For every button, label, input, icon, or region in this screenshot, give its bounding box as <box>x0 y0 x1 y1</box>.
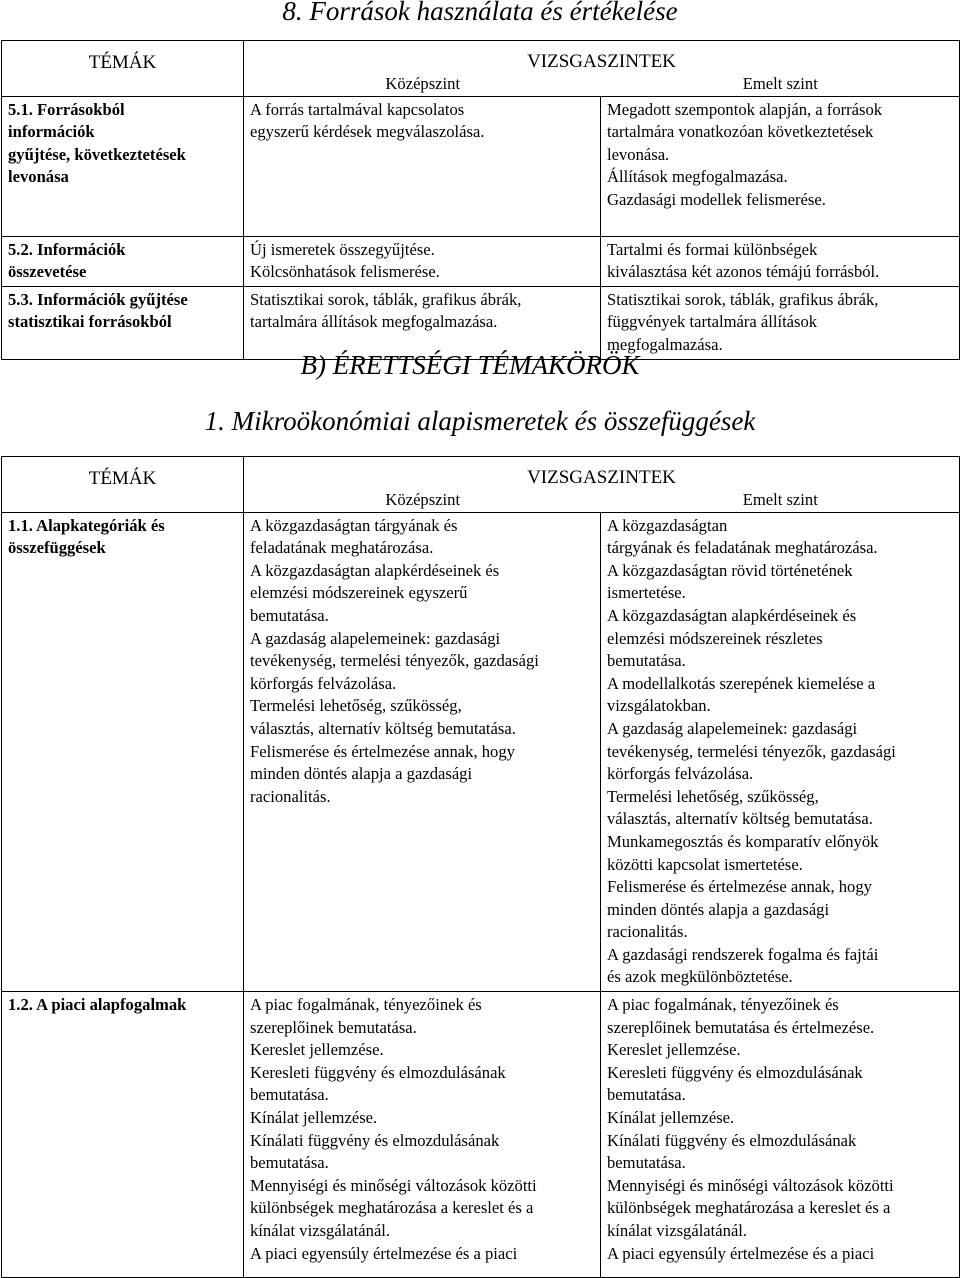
high-level-cell-line: vizsgálatokban. <box>607 696 711 716</box>
mid-level-cell-line: feladatának meghatározása. <box>250 538 434 558</box>
mid-level-cell-line: különbségek meghatározása a kereslet és a <box>250 1198 534 1218</box>
mid-level-cell-line: Keresleti függvény és elmozdulásának <box>250 1062 506 1082</box>
mid-level-cell-line: körforgás felvázolása. <box>250 673 397 693</box>
topic-cell-line: statisztikai forrásokból <box>8 312 172 332</box>
high-level-cell-line: A közgazdaságtan alapkérdéseinek és <box>607 605 857 625</box>
mid-level-cell-line: Új ismeretek összegyűjtése. <box>250 239 435 259</box>
high-level-cell-line: tartalmára vonatkozóan következtetések <box>607 122 874 142</box>
mid-level-cell-line: A piac fogalmának, tényezőinek és <box>250 995 482 1015</box>
mid-level-cell-line: A forrás tartalmával kapcsolatos <box>250 99 465 119</box>
exam-levels-title: VIZSGASZINTEK <box>527 51 676 72</box>
header-topics: TÉMÁK <box>2 457 244 513</box>
high-level-cell-line: bemutatása. <box>607 1153 686 1173</box>
high-level-cell-line: Statisztikai sorok, táblák, grafikus ábrák, <box>607 289 879 309</box>
header-exam-levels <box>244 457 960 513</box>
topic-cell-line: információk <box>8 122 95 142</box>
page-title: 8. Források használata és értékelése <box>282 0 678 26</box>
topic-cell-line: 5.2. Információk <box>8 239 126 259</box>
mid-level-cell-line: szereplőinek bemutatása. <box>250 1017 417 1037</box>
high-level-cell-line: levonása. <box>607 144 670 164</box>
mid-level-cell-line: bemutatása. <box>250 1153 329 1173</box>
high-level-cell-line: tevékenység, termelési tényezők, gazdasági <box>607 741 896 761</box>
header-exam-levels <box>244 41 960 96</box>
high-level-cell-line: elemzési módszereinek részletes <box>607 628 823 648</box>
high-level-cell-line: A közgazdaságtan rövid történetének <box>607 560 853 580</box>
high-level-cell-line: minden döntés alapja a gazdasági <box>607 899 830 919</box>
level-high-label: Emelt szint <box>742 74 818 93</box>
high-level-cell-line: különbségek meghatározása a kereslet és a <box>607 1198 891 1218</box>
high-level-cell-line: bemutatása. <box>607 651 686 671</box>
high-level-cell-line: A gazdasági rendszerek fogalma és fajtái <box>607 944 879 964</box>
high-level-cell-line: Termelési lehetőség, szűkösség, <box>607 786 819 806</box>
high-level-cell-line: A közgazdaságtan <box>607 515 728 535</box>
level-labels <box>244 73 959 96</box>
high-level-cell <box>601 236 960 286</box>
high-level-cell-line: bemutatása. <box>607 1085 686 1105</box>
table-row <box>2 236 960 286</box>
mid-level-cell-line: A piaci egyensúly értelmezése és a piaci <box>250 1243 518 1263</box>
high-level-cell-line: Keresleti függvény és elmozdulásának <box>607 1062 863 1082</box>
section-1-title: 1. Mikroökonómiai alapismeretek és összefüggések <box>204 406 756 436</box>
mid-level-cell <box>244 512 601 991</box>
topic-cell <box>2 512 244 991</box>
high-level-cell-line: Tartalmi és formai különbségek <box>607 239 818 259</box>
high-level-cell-line: A modellalkotás szerepének kiemelése a <box>607 673 876 693</box>
exam-levels-title: VIZSGASZINTEK <box>527 467 676 488</box>
exam-table-micro <box>1 456 960 1278</box>
mid-level-cell-line: Kereslet jellemzése. <box>250 1040 384 1060</box>
mid-level-cell-line: Kínálati függvény és elmozdulásának <box>250 1130 500 1150</box>
mid-level-cell-line: Felismerése és értelmezése annak, hogy <box>250 741 515 761</box>
topic-cell <box>2 236 244 286</box>
high-level-cell-line: A piaci egyensúly értelmezése és a piaci <box>607 1243 875 1263</box>
mid-level-cell-line: választás, alternatív költség bemutatása. <box>250 718 516 738</box>
high-level-cell-line: Kereslet jellemzése. <box>607 1040 741 1060</box>
mid-level-cell-line: kínálat vizsgálatánál. <box>250 1221 391 1240</box>
table-header-row <box>2 41 960 96</box>
topic-cell-line: összefüggések <box>8 538 106 558</box>
mid-level-cell-line: minden döntés alapja a gazdasági <box>250 764 473 784</box>
high-level-cell-line: Kínálati függvény és elmozdulásának <box>607 1130 857 1150</box>
table-row <box>2 512 960 991</box>
mid-level-cell <box>244 992 601 1278</box>
level-mid-label: Középszint <box>385 490 461 509</box>
high-level-cell-line: ismertetése. <box>607 583 686 603</box>
level-mid-label: Középszint <box>385 74 461 93</box>
high-level-cell-line: Mennyiségi és minőségi változások közötti <box>607 1175 894 1195</box>
header-topics: TÉMÁK <box>2 41 244 97</box>
table-header-row <box>2 457 960 513</box>
mid-level-cell-line: tartalmára állítások megfogalmazása. <box>250 312 498 332</box>
topic-cell-line: 5.3. Információk gyűjtése <box>8 289 188 309</box>
mid-level-cell-line: tevékenység, termelési tényezők, gazdasági <box>250 651 539 671</box>
topic-cell-line: gyűjtése, következtetések <box>8 144 186 164</box>
high-level-cell-line: függvények tartalmára állítások <box>607 312 818 332</box>
high-level-cell <box>601 992 960 1278</box>
exam-table-sources <box>1 40 960 360</box>
topic-cell <box>2 286 244 359</box>
high-level-cell-line: választás, alternatív költség bemutatása. <box>607 809 873 829</box>
topic-cell-line: 1.2. A piaci alapfogalmak <box>8 995 187 1015</box>
mid-level-cell-line: Termelési lehetőség, szűkösség, <box>250 696 462 716</box>
level-high-label: Emelt szint <box>742 490 818 509</box>
high-level-cell-line: körforgás felvázolása. <box>607 764 754 784</box>
mid-level-cell <box>244 286 601 359</box>
mid-level-cell-line: A közgazdaságtan tárgyának és <box>250 515 458 535</box>
topic-cell-line: összevetése <box>8 262 87 282</box>
high-level-cell-line: szereplőinek bemutatása és értelmezése. <box>607 1017 875 1037</box>
mid-level-cell-line: A közgazdaságtan alapkérdéseinek és <box>250 560 500 580</box>
topic-cell-line: levonása <box>8 167 69 187</box>
mid-level-cell-line: Kölcsönhatások felismerése. <box>250 262 440 282</box>
high-level-cell-line: és azok megkülönböztetése. <box>607 967 793 987</box>
mid-level-cell-line: Kínálat jellemzése. <box>250 1108 378 1128</box>
level-labels <box>244 489 959 512</box>
section-b-title: B) ÉRETTSÉGI TÉMAKÖRÖK <box>300 350 640 380</box>
mid-level-cell-line: A gazdaság alapelemeinek: gazdasági <box>250 628 501 648</box>
table-body <box>2 96 960 359</box>
high-level-cell-line: kínálat vizsgálatánál. <box>607 1221 748 1240</box>
mid-level-cell <box>244 96 601 236</box>
high-level-cell-line: Megadott szempontok alapján, a források <box>607 99 883 119</box>
high-level-cell <box>601 96 960 236</box>
table-row <box>2 96 960 236</box>
high-level-cell-line: kiválasztása két azonos témájú forrásból. <box>607 262 880 282</box>
table-body <box>2 512 960 1277</box>
mid-level-cell <box>244 236 601 286</box>
mid-level-cell-line: bemutatása. <box>250 605 329 625</box>
high-level-cell-line: Állítások megfogalmazása. <box>607 167 788 187</box>
high-level-cell-line: közötti kapcsolat ismertetése. <box>607 854 803 874</box>
mid-level-cell-line: egyszerű kérdések megválaszolása. <box>250 122 485 142</box>
topic-cell <box>2 992 244 1278</box>
high-level-cell-line: A gazdaság alapelemeinek: gazdasági <box>607 718 858 738</box>
topic-cell <box>2 96 244 236</box>
mid-level-cell-line: Statisztikai sorok, táblák, grafikus ábrák, <box>250 289 522 309</box>
high-level-cell-line: megfogalmazása. <box>607 334 723 354</box>
mid-level-cell-line: Mennyiségi és minőségi változások közötti <box>250 1175 537 1195</box>
high-level-cell-line: tárgyának és feladatának meghatározása. <box>607 538 878 558</box>
topic-cell-line: 1.1. Alapkategóriák és <box>8 515 165 535</box>
table-row <box>2 992 960 1278</box>
mid-level-cell-line: elemzési módszereinek egyszerű <box>250 583 468 603</box>
high-level-cell-line: Felismerése és értelmezése annak, hogy <box>607 877 872 897</box>
high-level-cell-line: A piac fogalmának, tényezőinek és <box>607 995 839 1015</box>
mid-level-cell-line: bemutatása. <box>250 1085 329 1105</box>
mid-level-cell-line: racionalitás. <box>250 786 331 806</box>
table-row <box>2 286 960 359</box>
high-level-cell <box>601 286 960 359</box>
high-level-cell-line: Kínálat jellemzése. <box>607 1108 735 1128</box>
high-level-cell <box>601 512 960 991</box>
high-level-cell-line: Gazdasági modellek felismerése. <box>607 189 826 209</box>
topic-cell-line: 5.1. Forrásokból <box>8 99 125 119</box>
high-level-cell-line: Munkamegosztás és komparatív előnyök <box>607 831 879 851</box>
high-level-cell-line: racionalitás. <box>607 922 688 942</box>
